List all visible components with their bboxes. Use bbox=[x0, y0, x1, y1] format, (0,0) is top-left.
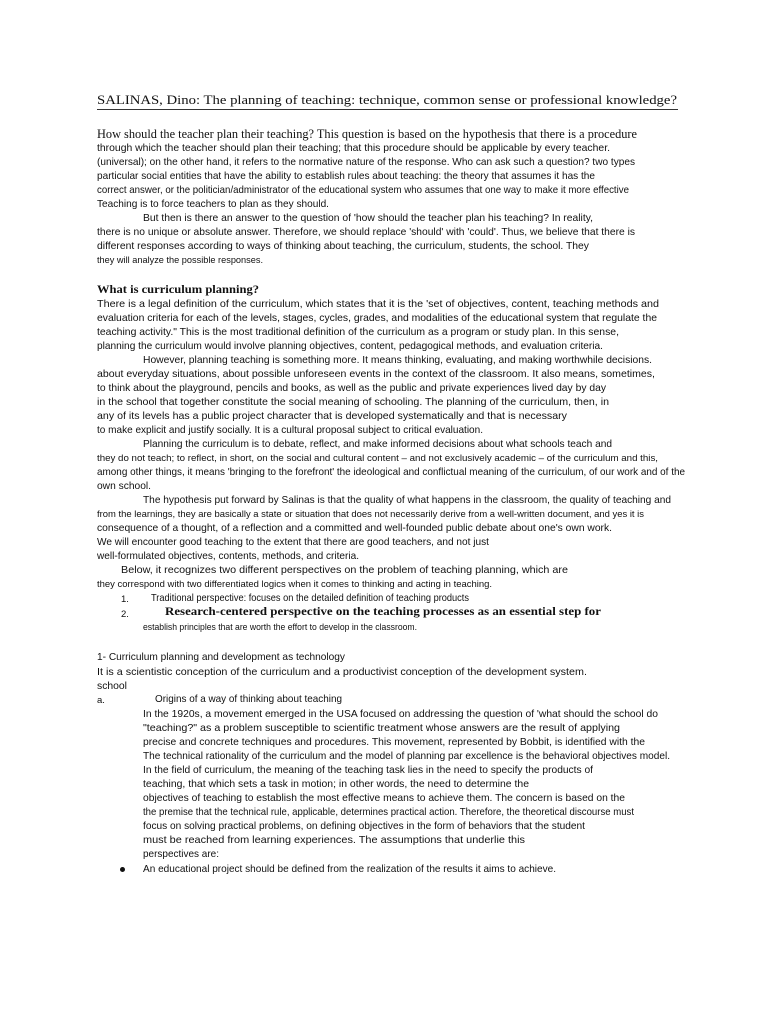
body-line: In the field of curriculum, the meaning of the teaching task lies in the need to specify the products of bbox=[143, 764, 593, 776]
body-line: In the 1920s, a movement emerged in the USA focused on addressing the question of 'what should the school do bbox=[143, 708, 658, 720]
intro-line: different responses according to ways of thinking about teaching, the curriculum, students, the school. They bbox=[97, 240, 589, 252]
bullet-dot-icon bbox=[120, 867, 125, 872]
intro-line: How should the teacher plan their teaching? This question is based on the hypothesis that there is a procedure bbox=[97, 127, 637, 141]
body-line: However, planning teaching is something more. It means thinking, evaluating, and making worthwhile decisions. bbox=[143, 354, 652, 366]
body-line: teaching activity." This is the most traditional definition of the curriculum as a program or study plan. In this sense, bbox=[97, 326, 619, 338]
list-item-text: Traditional perspective: focuses on the detailed definition of teaching products bbox=[151, 592, 469, 604]
intro-line: particular social entities that have the ability to establish rules about teaching: the theory that assumes it has the bbox=[97, 170, 595, 182]
body-line: teaching, that which sets a task in motion; in other words, the need to determine the bbox=[143, 778, 529, 790]
body-line: any of its levels has a public project character that is developed systematically and that is necessary bbox=[97, 410, 567, 422]
list-marker: a. bbox=[97, 695, 105, 706]
list-item-text: Research-centered perspective on the teaching processes as an essential step for bbox=[165, 606, 601, 618]
intro-line: But then is there an answer to the question of 'how should the teacher plan his teaching? In reality, bbox=[143, 212, 593, 224]
intro-line: Teaching is to force teachers to plan as they should. bbox=[97, 198, 329, 210]
section-heading: What is curriculum planning? bbox=[97, 284, 259, 296]
body-line: they correspond with two differentiated logics when it comes to thinking and acting in teaching. bbox=[97, 579, 492, 590]
body-line: in the school that together constitute the social meaning of schooling. The planning of the curriculum, then, in bbox=[97, 396, 609, 408]
body-line: the premise that the technical rule, applicable, determines practical action. Therefore, the theoretical discourse must bbox=[143, 806, 634, 818]
body-line: from the learnings, they are basically a state or situation that does not necessarily derive from a well-written document, and yes it is bbox=[97, 509, 644, 520]
subsection-heading: Origins of a way of thinking about teaching bbox=[155, 693, 342, 705]
list-marker: 1. bbox=[121, 594, 129, 605]
intro-line: through which the teacher should plan their teaching; that this procedure should be applicable by every teacher. bbox=[97, 142, 610, 154]
body-line: "teaching?" as a problem susceptible to scientific treatment whose answers are the result of applying bbox=[143, 722, 620, 734]
body-line: they do not teach; to reflect, in short, on the social and cultural content – and not exclusively academic – of the curriculum and this, bbox=[97, 453, 658, 464]
intro-line: (universal); on the other hand, it refers to the normative nature of the response. Who can ask such a question? two types bbox=[97, 156, 635, 168]
body-line: planning the curriculum would involve planning objectives, content, pedagogical methods, and evaluation criteria. bbox=[97, 340, 603, 352]
body-line: Below, it recognizes two different perspectives on the problem of teaching planning, which are bbox=[121, 564, 568, 576]
intro-line: there is no unique or absolute answer. Therefore, we should replace 'should' with 'could'. Thus, we believe that there is bbox=[97, 226, 635, 238]
body-line: must be reached from learning experiences. The assumptions that underlie this bbox=[143, 834, 525, 846]
body-line: well-formulated objectives, contents, methods, and criteria. bbox=[97, 550, 359, 562]
body-line: It is a scientistic conception of the curriculum and a productivist conception of the development system. bbox=[97, 666, 587, 678]
body-line: focus on solving practical problems, on defining objectives in the form of behaviors that the student bbox=[143, 820, 585, 832]
list-marker: 2. bbox=[121, 609, 129, 620]
body-line: school bbox=[97, 680, 127, 692]
intro-line: they will analyze the possible responses. bbox=[97, 255, 263, 266]
list-item-continuation: establish principles that are worth the effort to develop in the classroom. bbox=[143, 622, 417, 633]
intro-line: correct answer, or the politician/administrator of the educational system who assumes that one way to make it more effective bbox=[97, 184, 629, 196]
body-line: own school. bbox=[97, 480, 151, 492]
page-title: SALINAS, Dino: The planning of teaching: technique, common sense or professional knowledge? bbox=[97, 93, 677, 107]
body-line: to make explicit and justify socially. It is a cultural proposal subject to critical evaluation. bbox=[97, 424, 483, 436]
body-line: consequence of a thought, of a reflection and a committed and well-founded public debate about one's own work. bbox=[97, 522, 612, 534]
bullet-item-text: An educational project should be defined from the realization of the results it aims to achieve. bbox=[143, 863, 556, 875]
section-heading: 1- Curriculum planning and development as technology bbox=[97, 651, 345, 663]
body-line: There is a legal definition of the curriculum, which states that it is the 'set of objectives, content, teaching methods and bbox=[97, 298, 659, 310]
body-line: evaluation criteria for each of the levels, stages, cycles, grades, and modalities of the educational system that regulate the bbox=[97, 312, 657, 324]
body-line: objectives of teaching to establish the most effective means to achieve them. The concern is based on the bbox=[143, 792, 625, 804]
title-underline bbox=[97, 109, 678, 110]
body-line: about everyday situations, about possible unforeseen events in the context of the classroom. It also means, sometimes, bbox=[97, 368, 655, 380]
body-line: The technical rationality of the curriculum and the model of planning par excellence is the behavioral objectives model. bbox=[143, 750, 670, 762]
body-line: among other things, it means 'bringing to the forefront' the ideological and conflictual meaning of the curriculum, of our work and of the bbox=[97, 466, 685, 478]
body-line: perspectives are: bbox=[143, 848, 219, 860]
body-line: The hypothesis put forward by Salinas is that the quality of what happens in the classroom, the quality of teaching and bbox=[143, 494, 671, 506]
body-line: precise and concrete techniques and procedures. This movement, represented by Bobbit, is identified with the bbox=[143, 736, 645, 748]
body-line: Planning the curriculum is to debate, reflect, and make informed decisions about what schools teach and bbox=[143, 438, 612, 450]
body-line: to think about the playground, pencils and books, as well as the public and private experiences lived day by day bbox=[97, 382, 606, 394]
body-line: We will encounter good teaching to the extent that there are good teachers, and not just bbox=[97, 536, 489, 548]
